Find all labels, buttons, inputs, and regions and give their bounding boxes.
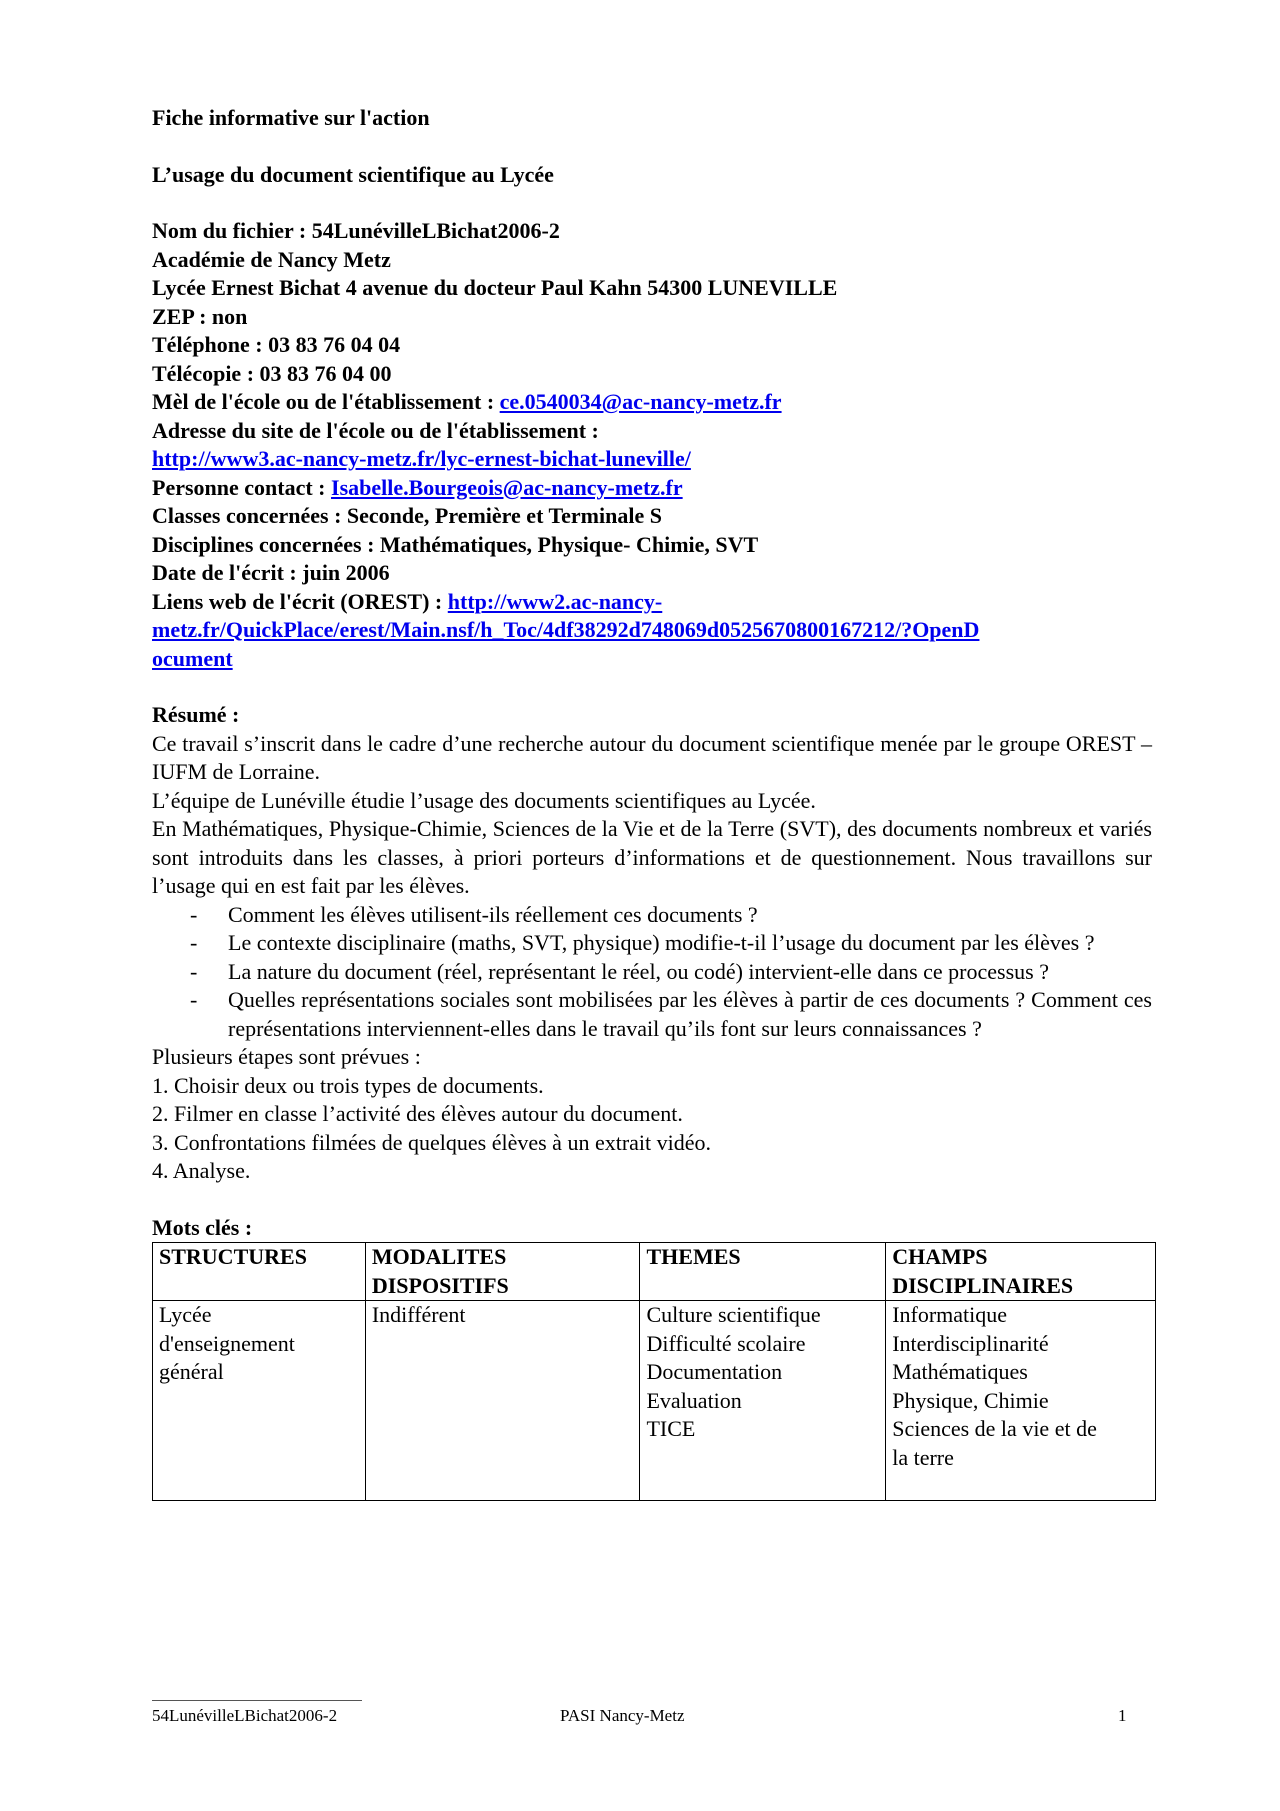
web-link-part-2[interactable]: metz.fr/QuickPlace/erest/Main.nsf/h_Toc/4df38292d748069d0525670800167212/?OpenD: [152, 617, 980, 642]
academie: Académie de Nancy Metz: [152, 246, 391, 272]
dash-bullet: -: [190, 930, 198, 955]
list-item: 4. Analyse.: [152, 1158, 251, 1183]
header-themes: THEMES: [640, 1243, 886, 1301]
classes: Classes concernées : Seconde, Première et Terminale S: [152, 503, 662, 528]
list-item: 3. Confrontations filmées de quelques élèves à un extrait vidéo.: [152, 1129, 712, 1155]
date-ecrit: Date de l'écrit : juin 2006: [152, 560, 390, 585]
site-label: Adresse du site de l'école ou de l'établissement :: [152, 417, 599, 443]
telephone: Téléphone : 03 83 76 04 04: [152, 332, 401, 357]
resume-paragraph-3: En Mathématiques, Physique-Chimie, Sciences de la Vie et de la Terre (SVT), des documents nombreux et variés sont introduits dans les classes, à priori porteurs d’informations et de questionnement. Nous travaillons sur l’usage qui en est fait par les élèves.: [152, 816, 1152, 898]
table-header-row: [153, 1243, 1156, 1301]
telecopie: Télécopie : 03 83 76 04 00: [152, 360, 392, 386]
question-list: [152, 901, 1152, 1044]
list-item: - Le contexte disciplinaire (maths, SVT, physique) modifie-t-il l’usage du document par les élèves ?: [152, 929, 1152, 958]
header-structures: STRUCTURES: [153, 1243, 366, 1301]
zep: ZEP : non: [152, 303, 248, 329]
keywords-heading: Mots clés :: [152, 1214, 253, 1240]
etapes-list: [152, 1072, 1152, 1186]
footer-rule: [152, 1700, 362, 1701]
contact-label: Personne contact :: [152, 474, 332, 500]
email-link[interactable]: ce.0540034@ac-nancy-metz.fr: [499, 389, 782, 414]
footer-center: PASI Nancy-Metz: [560, 1706, 685, 1725]
cell-structures: Lycée d'enseignement général: [153, 1301, 366, 1501]
table-row: [153, 1301, 1156, 1501]
dash-bullet: -: [190, 901, 198, 927]
email-line: [152, 388, 1152, 417]
web-links-line-3: [152, 645, 1152, 674]
dash-bullet: -: [190, 958, 198, 984]
resume-heading: Résumé :: [152, 702, 240, 727]
contact-line: [152, 474, 1152, 503]
document-title: Fiche informative sur l'action: [152, 105, 430, 130]
list-item: - Quelles représentations sociales sont mobilisées par les élèves à partir de ces documents ? Comment ces représentations interviennent-elles dans le travail qu’ils font sur leurs connaissances ?: [190, 987, 1152, 1041]
cell-themes: Culture scientifique Difficulté scolaire Documentation Evaluation TICE: [640, 1301, 886, 1501]
lycee-address: Lycée Ernest Bichat 4 avenue du docteur Paul Kahn 54300 LUNEVILLE: [152, 275, 838, 300]
list-item: 1. Choisir deux ou trois types de documents.: [152, 1072, 544, 1098]
web-links-line-2: [152, 616, 1152, 645]
list-item: - La nature du document (réel, représentant le réel, ou codé) intervient-elle dans ce processus ?: [152, 958, 1152, 987]
header-champs: CHAMPS DISCIPLINAIRES: [886, 1243, 1156, 1301]
info-block: [152, 217, 1152, 673]
keywords-table: [152, 1242, 1156, 1501]
site-link[interactable]: http://www3.ac-nancy-metz.fr/lyc-ernest-bichat-luneville/: [152, 446, 691, 471]
web-links-label: Liens web de l'écrit (OREST) :: [152, 588, 448, 614]
list-item: 2. Filmer en classe l’activité des élèves autour du document.: [152, 1101, 683, 1126]
cell-modalites: Indifférent: [365, 1301, 640, 1501]
disciplines: Disciplines concernées : Mathématiques, Physique- Chimie, SVT: [152, 531, 759, 557]
web-link-part-1[interactable]: http://www2.ac-nancy-: [447, 588, 663, 614]
document-page: [152, 104, 1152, 1501]
resume-section: [152, 701, 1152, 1186]
site-line: [152, 445, 1152, 474]
footer-filename: 54LunévilleLBichat2006-2: [152, 1706, 338, 1725]
list-item: - Comment les élèves utilisent-ils réellement ces documents ?: [152, 901, 1152, 930]
header-modalites: MODALITES DISPOSITIFS: [365, 1243, 640, 1301]
page-number: 1: [1118, 1706, 1127, 1725]
resume-paragraph-2: L’équipe de Lunéville étudie l’usage des documents scientifiques au Lycée.: [152, 787, 816, 813]
etapes-intro: Plusieurs étapes sont prévues :: [152, 1044, 421, 1069]
action-title: L’usage du document scientifique au Lycée: [152, 162, 554, 187]
dash-bullet: -: [190, 987, 198, 1012]
web-links-line: [152, 588, 1152, 617]
resume-paragraph-1: Ce travail s’inscrit dans le cadre d’une recherche autour du document scientifique menée par le groupe OREST – IUFM de Lorraine.: [152, 730, 1152, 784]
email-label: Mèl de l'école ou de l'établissement :: [152, 389, 500, 414]
web-link-part-3[interactable]: ocument: [152, 645, 233, 671]
contact-link[interactable]: Isabelle.Bourgeois@ac-nancy-metz.fr: [331, 474, 683, 500]
file-name: Nom du fichier : 54LunévilleLBichat2006-2: [152, 218, 560, 243]
cell-champs: Informatique Interdisciplinarité Mathématiques Physique, Chimie Sciences de la vie et de la terre: [886, 1301, 1156, 1501]
